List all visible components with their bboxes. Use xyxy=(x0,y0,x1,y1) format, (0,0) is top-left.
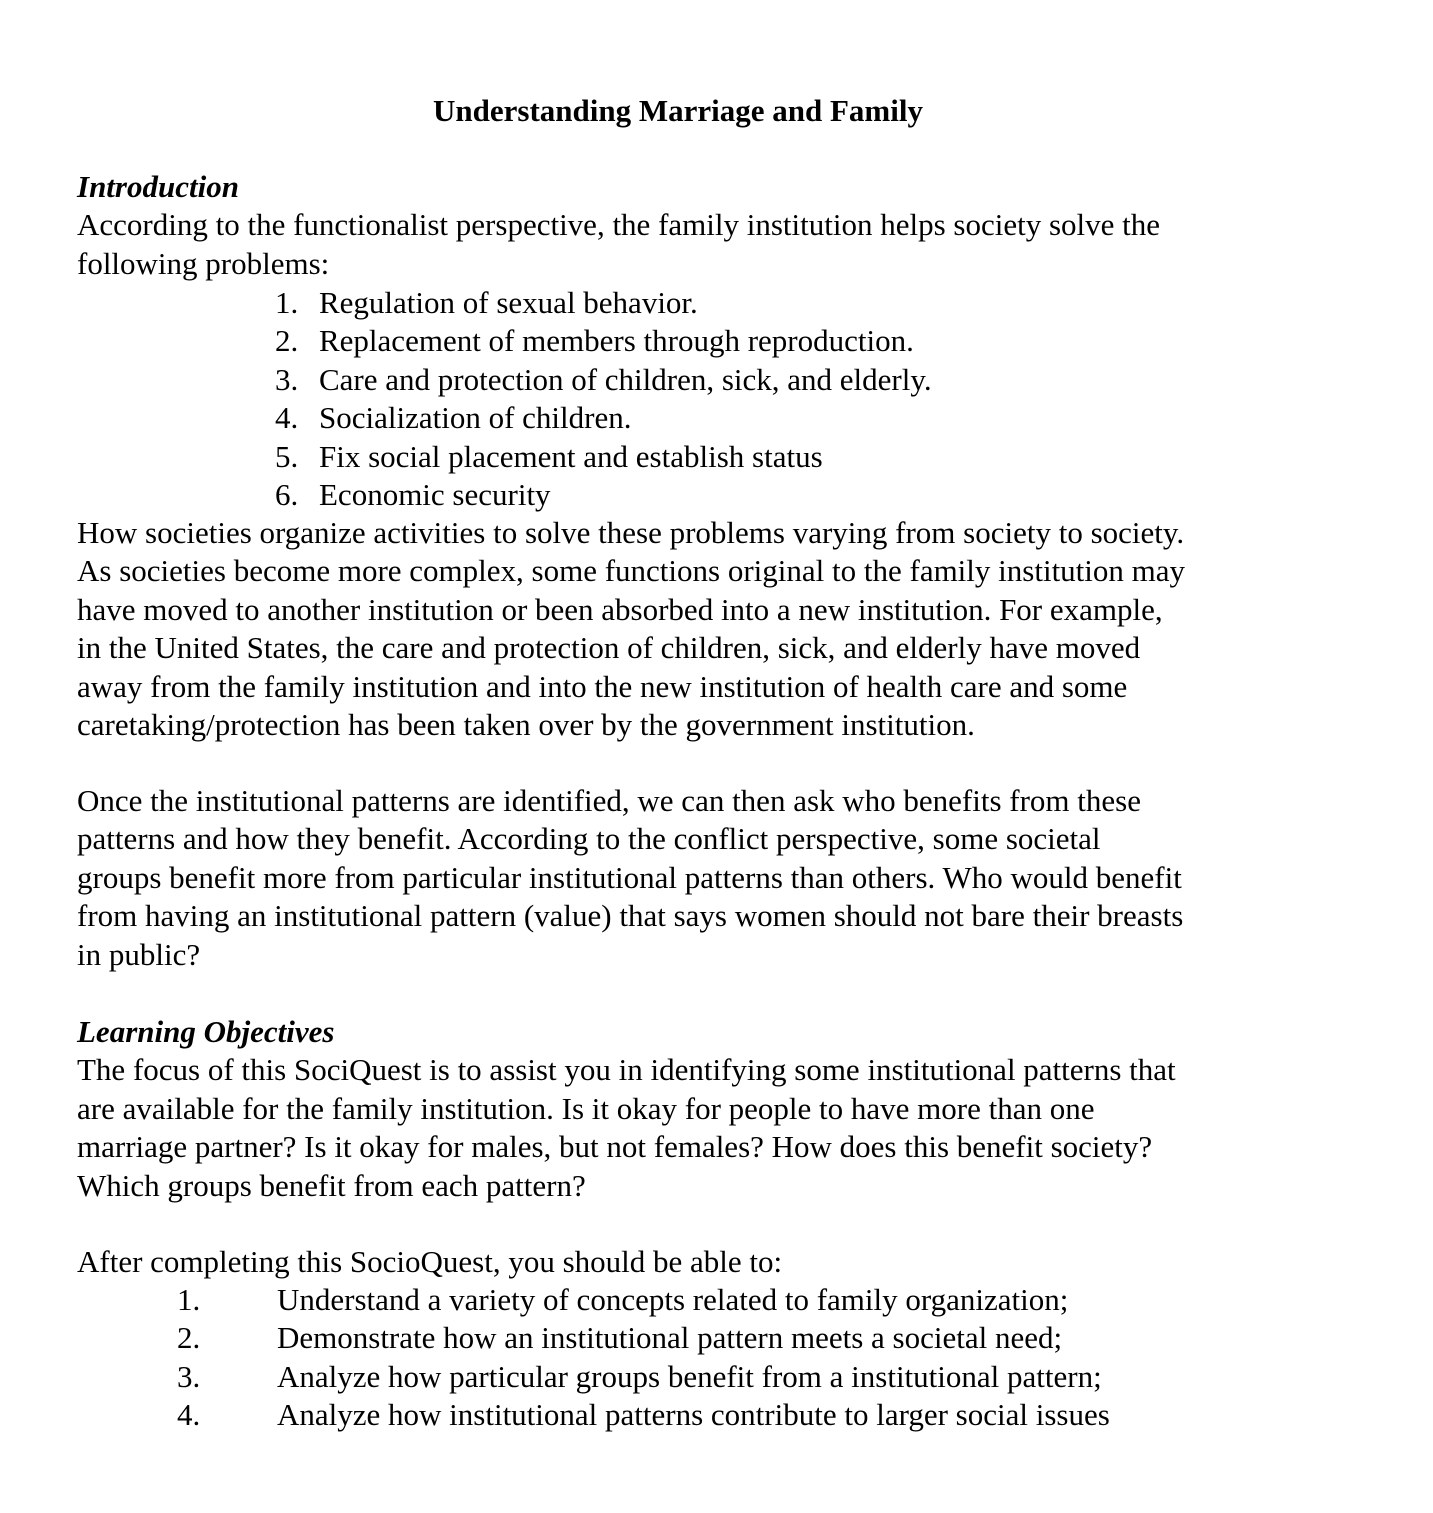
learning-objectives-section xyxy=(77,1013,1337,1205)
list-item-text: Regulation of sexual behavior. xyxy=(319,285,698,320)
introduction-heading: Introduction xyxy=(77,169,239,204)
focus-paragraph xyxy=(77,1051,1337,1205)
list-number: 5. xyxy=(275,438,299,474)
list-number: 2. xyxy=(177,1320,201,1356)
list-number: 1. xyxy=(177,1282,201,1317)
list-item xyxy=(275,361,932,399)
learning-objectives-heading: Learning Objectives xyxy=(77,1014,335,1049)
list-number: 4. xyxy=(275,400,299,436)
list-number: 2. xyxy=(275,323,299,359)
societies-paragraph xyxy=(77,514,1337,744)
text-line: caretaking/protection has been taken over by the government institution. xyxy=(77,707,975,743)
list-item-text: Care and protection of children, sick, and elderly. xyxy=(319,361,932,397)
introduction-section xyxy=(77,168,1337,283)
text-line: away from the family institution and into the new institution of health care and some xyxy=(77,668,1128,704)
list-item xyxy=(275,438,932,476)
document-title: Understanding Marriage and Family xyxy=(433,93,923,128)
list-number: 3. xyxy=(177,1358,201,1394)
list-item xyxy=(275,399,932,437)
text-line: After completing this SocioQuest, you should be able to: xyxy=(77,1244,783,1279)
conflict-paragraph xyxy=(77,782,1337,974)
text-line: have moved to another institution or been absorbed into a new institution. For example, xyxy=(77,591,1163,627)
text-line: patterns and how they benefit. According to the conflict perspective, some societal xyxy=(77,821,1101,857)
text-line: from having an institutional pattern (value) that says women should not bare their breasts xyxy=(77,898,1184,934)
text-line: groups benefit more from particular institutional patterns than others. Who would benefit xyxy=(77,859,1182,895)
text-line: How societies organize activities to solve these problems varying from society to society. xyxy=(77,515,1185,550)
list-item-text: Replacement of members through reproduction. xyxy=(319,323,914,359)
list-item xyxy=(177,1396,1110,1434)
list-item xyxy=(177,1358,1110,1396)
problems-list xyxy=(275,284,932,514)
list-item xyxy=(275,284,932,322)
list-item-text: Socialization of children. xyxy=(319,400,632,436)
text-line: As societies become more complex, some functions original to the family institution may xyxy=(77,553,1186,589)
list-number: 6. xyxy=(275,477,299,513)
text-line: The focus of this SociQuest is to assist you in identifying some institutional patterns that xyxy=(77,1052,1176,1088)
list-item-text: Analyze how particular groups benefit from a institutional pattern; xyxy=(277,1358,1102,1394)
text-line: Which groups benefit from each pattern? xyxy=(77,1167,586,1203)
text-line: in public? xyxy=(77,936,201,972)
list-item-text: Economic security xyxy=(319,477,551,513)
list-item xyxy=(177,1319,1110,1357)
after-completing-text xyxy=(77,1243,1337,1281)
list-item xyxy=(177,1281,1110,1319)
list-number: 1. xyxy=(275,285,299,320)
text-line: following problems: xyxy=(77,245,330,281)
list-number: 4. xyxy=(177,1397,201,1433)
list-item-text: Understand a variety of concepts related to family organization; xyxy=(277,1282,1069,1317)
text-line: marriage partner? Is it okay for males, but not females? How does this benefit society? xyxy=(77,1129,1153,1165)
list-item xyxy=(275,322,932,360)
list-item xyxy=(275,476,932,514)
text-line: According to the functionalist perspective, the family institution helps society solve the xyxy=(77,207,1161,243)
list-item-text: Fix social placement and establish status xyxy=(319,438,823,474)
objectives-list xyxy=(177,1281,1110,1435)
list-item-text: Demonstrate how an institutional pattern meets a societal need; xyxy=(277,1320,1063,1356)
text-line: are available for the family institution. Is it okay for people to have more than one xyxy=(77,1090,1095,1126)
list-item-text: Analyze how institutional patterns contribute to larger social issues xyxy=(277,1397,1110,1433)
list-number: 3. xyxy=(275,361,299,397)
text-line: in the United States, the care and protection of children, sick, and elderly have moved xyxy=(77,630,1141,666)
introduction-lead xyxy=(77,206,1337,283)
text-line: Once the institutional patterns are identified, we can then ask who benefits from these xyxy=(77,783,1141,818)
